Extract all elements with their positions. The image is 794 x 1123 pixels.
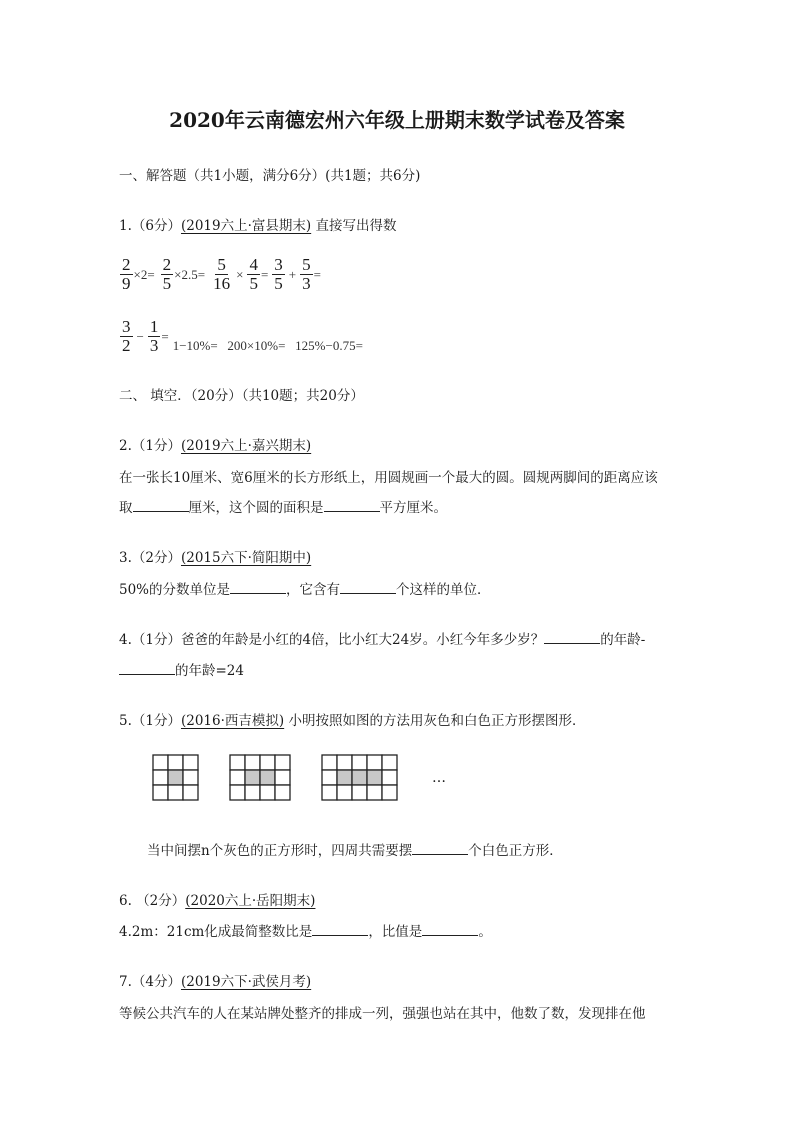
q6-line bbox=[119, 920, 492, 940]
numerator: 5 bbox=[302, 255, 311, 274]
white-square bbox=[367, 785, 382, 800]
white-square bbox=[230, 770, 245, 785]
q1-math-row2 bbox=[119, 318, 363, 355]
white-square bbox=[322, 770, 337, 785]
denominator: 16 bbox=[213, 274, 231, 293]
numerator: 2 bbox=[122, 255, 131, 274]
fraction bbox=[120, 256, 133, 293]
q5-square-figures bbox=[150, 752, 470, 812]
numerator: 5 bbox=[217, 255, 226, 274]
q1-text: 直接写出得数 bbox=[315, 218, 397, 234]
white-square bbox=[367, 755, 382, 770]
fraction bbox=[120, 318, 133, 355]
question-5-header bbox=[119, 709, 585, 729]
expr-tail: ×2.5= bbox=[174, 266, 206, 282]
numerator: 3 bbox=[274, 255, 283, 274]
gray-square bbox=[168, 770, 183, 785]
numerator: 3 bbox=[122, 317, 131, 336]
white-square bbox=[275, 785, 290, 800]
question-2-header bbox=[119, 434, 311, 454]
fraction bbox=[161, 256, 174, 293]
q3-line bbox=[119, 578, 491, 598]
white-square bbox=[230, 785, 245, 800]
q2-prefix: 2.（1分） bbox=[119, 438, 181, 454]
q2-line2 bbox=[119, 496, 447, 516]
q6-text-c: 。 bbox=[478, 924, 492, 940]
q6-prefix: 6. （2分） bbox=[119, 893, 186, 909]
q3-text-b: ，它含有 bbox=[286, 582, 341, 598]
gray-square bbox=[337, 770, 352, 785]
white-square bbox=[245, 785, 260, 800]
white-square bbox=[153, 785, 168, 800]
gray-square bbox=[367, 770, 382, 785]
answer-blank[interactable] bbox=[544, 631, 600, 644]
q5-ellipsis: … bbox=[432, 770, 446, 786]
q7-line1: 等候公共汽车的人在某站牌处整齐的排成一列，强强也站在其中，他数了数，发现排在他 bbox=[119, 1006, 646, 1022]
white-square bbox=[322, 755, 337, 770]
white-square bbox=[322, 785, 337, 800]
q4-text-1: 4.（1分）爸爸的年龄是小红的4倍，比小红大24岁。小红今年多少岁？ bbox=[119, 632, 545, 648]
q7-source: (2019六下·武侯月考) bbox=[180, 974, 312, 990]
q5-source: (2016·西吉模拟) bbox=[180, 713, 285, 729]
q5-figure-1 bbox=[153, 755, 198, 800]
section1-heading: 一、解答题（共1小题，满分6分）(共1题；共6分) bbox=[119, 168, 421, 184]
q3-prefix: 3.（2分） bbox=[119, 550, 181, 566]
q4-text-2: 的年龄- bbox=[600, 632, 646, 648]
q3-source: (2015六下·简阳期中) bbox=[180, 550, 312, 566]
q1-math-row1 bbox=[119, 256, 321, 293]
answer-blank[interactable] bbox=[133, 499, 189, 512]
fraction bbox=[211, 256, 232, 293]
denominator: 3 bbox=[149, 336, 159, 355]
question-6-header bbox=[119, 889, 315, 909]
denominator: 5 bbox=[249, 274, 258, 293]
q6-source: (2020六上·岳阳期末) bbox=[185, 893, 316, 909]
q5-answer-line bbox=[147, 839, 563, 859]
q6-text-b: ，比值是 bbox=[368, 924, 423, 940]
section2-heading: 二、 填空．（20分）（共10题；共20分） bbox=[119, 388, 364, 404]
fraction bbox=[148, 318, 161, 355]
expr-rest: 1−10%= 200×10%= 125%−0.75= bbox=[172, 337, 363, 353]
expr-tail: ×2= bbox=[133, 266, 155, 282]
operator: + bbox=[288, 266, 297, 282]
q2-text-c: 平方厘米。 bbox=[379, 500, 447, 516]
question-7-header bbox=[119, 970, 311, 990]
q2-line1: 在一张长10厘米、宽6厘米的长方形纸上，用圆规画一个最大的圆。圆规两脚间的距离应该 bbox=[119, 470, 658, 486]
answer-blank[interactable] bbox=[324, 499, 380, 512]
answer-blank[interactable] bbox=[340, 581, 396, 594]
q5-text-b: 个白色正方形． bbox=[468, 843, 563, 859]
expr-tail: = bbox=[260, 266, 269, 282]
q5-text: 小明按照如图的方法用灰色和白色正方形摆图形． bbox=[288, 713, 586, 729]
operator: × bbox=[236, 266, 244, 282]
q5-text-a: 当中间摆n个灰色的正方形时，四周共需要摆 bbox=[147, 843, 413, 859]
white-square bbox=[183, 785, 198, 800]
q5-prefix: 5.（1分） bbox=[119, 713, 181, 729]
white-square bbox=[337, 755, 352, 770]
question-1 bbox=[119, 214, 396, 234]
white-square bbox=[352, 755, 367, 770]
q1-prefix: 1.（6分） bbox=[119, 218, 181, 234]
white-square bbox=[230, 755, 245, 770]
white-square bbox=[183, 755, 198, 770]
denominator: 2 bbox=[122, 336, 131, 355]
expr-tail: = bbox=[161, 328, 169, 344]
q6-text-a: 4.2m：21cm化成最简整数比是 bbox=[119, 924, 313, 940]
gray-square bbox=[245, 770, 260, 785]
white-square bbox=[245, 755, 260, 770]
white-square bbox=[153, 755, 168, 770]
q4-line2 bbox=[119, 659, 244, 679]
page-title: 2020年云南德宏州六年级上册期末数学试卷及答案 bbox=[169, 108, 625, 132]
white-square bbox=[337, 785, 352, 800]
fraction bbox=[272, 256, 285, 293]
answer-blank[interactable] bbox=[422, 923, 478, 936]
white-square bbox=[275, 755, 290, 770]
question-3-header bbox=[119, 546, 311, 566]
q2-text-b: 厘米，这个圆的面积是 bbox=[188, 500, 324, 516]
q4-text-3: 的年龄=24 bbox=[175, 663, 244, 679]
white-square bbox=[382, 785, 397, 800]
white-square bbox=[168, 785, 183, 800]
answer-blank[interactable] bbox=[119, 662, 175, 675]
white-square bbox=[382, 770, 397, 785]
q1-source: (2019六上·富县期末) bbox=[180, 218, 312, 234]
operator: − bbox=[136, 328, 144, 344]
q5-figure-2 bbox=[230, 755, 290, 800]
white-square bbox=[168, 755, 183, 770]
denominator: 3 bbox=[302, 274, 311, 293]
white-square bbox=[183, 770, 198, 785]
answer-blank[interactable] bbox=[230, 581, 286, 594]
white-square bbox=[153, 770, 168, 785]
gray-square bbox=[260, 770, 275, 785]
q2-source: (2019六上·嘉兴期末) bbox=[180, 438, 312, 454]
denominator: 5 bbox=[162, 274, 172, 293]
q5-figure-3 bbox=[322, 755, 397, 800]
denominator: 5 bbox=[274, 274, 283, 293]
white-square bbox=[382, 755, 397, 770]
fraction bbox=[300, 256, 313, 293]
q3-text-a: 50%的分数单位是 bbox=[119, 582, 231, 598]
numerator: 4 bbox=[249, 255, 258, 274]
white-square bbox=[260, 785, 275, 800]
white-square bbox=[275, 770, 290, 785]
gray-square bbox=[352, 770, 367, 785]
white-square bbox=[352, 785, 367, 800]
denominator: 9 bbox=[122, 274, 131, 293]
q4-line1 bbox=[119, 628, 645, 648]
q3-text-c: 个这样的单位． bbox=[396, 582, 491, 598]
numerator: 2 bbox=[162, 255, 172, 274]
expr-tail: = bbox=[313, 266, 321, 282]
answer-blank[interactable] bbox=[312, 923, 368, 936]
white-square bbox=[260, 755, 275, 770]
q2-text-a: 取 bbox=[119, 500, 133, 516]
answer-blank[interactable] bbox=[412, 842, 468, 855]
numerator: 1 bbox=[149, 317, 159, 336]
fraction bbox=[247, 256, 260, 293]
q7-prefix: 7.（4分） bbox=[119, 974, 181, 990]
